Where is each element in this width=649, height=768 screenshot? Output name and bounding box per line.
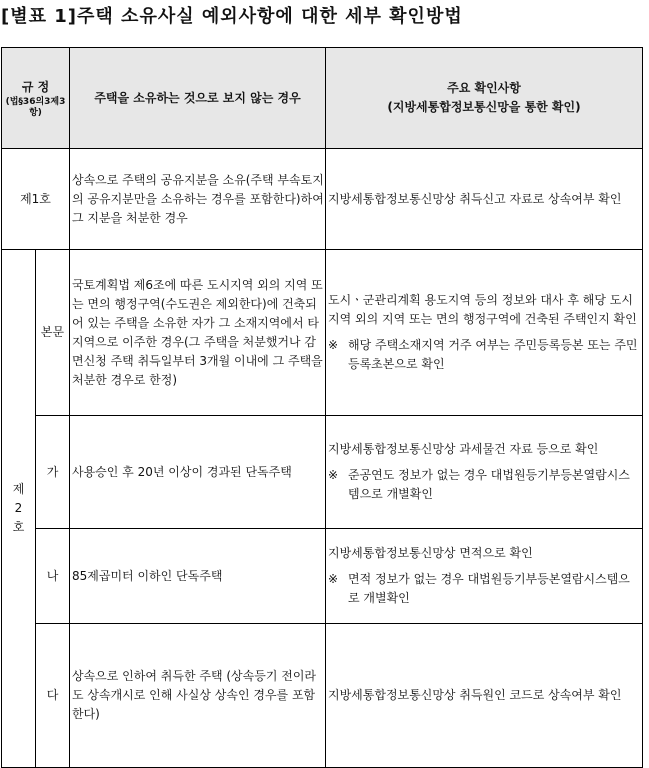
table-row-ho2-main <box>2 250 643 416</box>
note-ga <box>328 466 641 504</box>
case-ho1: 상속으로 주택의 공유지분을 소유(주택 부속토지의 공유지분만을 소유하는 경우를 포함한다)하여 그 지분을 처분한 경우 <box>70 149 326 250</box>
case-main: 국토계획법 제6조에 따른 도시지역 외의 지역 또는 면의 행정구역(수도권은 제외한다)에 건축되어 있는 주택을 소유한 자가 그 소재지역에서 타지역으로 이주한 경우(그 주택을 처분했거나 감면신청 주택 취득일부터 3개월 이내에 그 주택을 처분한 경우로 한정) <box>70 250 326 416</box>
check-ga-cell <box>326 416 643 529</box>
confirmation-table <box>1 47 643 768</box>
rule-ho2 <box>2 250 36 768</box>
header-check-line2: (지방세통합정보통신망을 통한 확인) <box>387 100 581 114</box>
check-ga: 지방세통합정보통신망상 과세물건 자료 등으로 확인 <box>328 442 599 456</box>
note-mark: ※ <box>328 468 339 482</box>
rule-ho2-label: 제 2 호 <box>12 482 25 534</box>
sub-main: 본문 <box>36 250 70 416</box>
case-ga: 사용승인 후 20년 이상이 경과된 단독주택 <box>70 416 326 529</box>
table-row-ho1 <box>2 149 643 250</box>
header-row <box>2 48 643 149</box>
table-row-ga <box>2 416 643 529</box>
note-mark: ※ <box>328 572 339 586</box>
case-da: 상속으로 인하여 취득한 주택 (상속등기 전이라도 상속개시로 인해 사실상 상속인 경우를 포함한다) <box>70 624 326 768</box>
check-na-cell <box>326 529 643 624</box>
check-da: 지방세통합정보통신망상 취득원인 코드로 상속여부 확인 <box>326 624 643 768</box>
note-na-text: 면적 정보가 없는 경우 대법원등기부등본열람시스템으로 개별확인 <box>348 572 630 605</box>
table-row-da <box>2 624 643 768</box>
header-rule-label: 규 정 <box>21 79 50 94</box>
header-case: 주택을 소유하는 것으로 보지 않는 경우 <box>70 48 326 149</box>
case-na: 85제곱미터 이하인 단독주택 <box>70 529 326 624</box>
header-check-cell <box>326 48 643 149</box>
check-ho1: 지방세통합정보통신망상 취득신고 자료로 상속여부 확인 <box>326 149 643 250</box>
header-rule-cell <box>2 48 70 149</box>
rule-ho1: 제1호 <box>2 149 70 250</box>
note-main-text: 해당 주택소재지역 거주 여부는 주민등록등본 또는 주민등록초본으로 확인 <box>348 338 638 371</box>
sub-ga: 가 <box>36 416 70 529</box>
note-mark: ※ <box>328 338 339 352</box>
document-title: [별표 1]주택 소유사실 예외사항에 대한 세부 확인방법 <box>1 6 463 27</box>
check-na: 지방세통합정보통신망상 면적으로 확인 <box>328 546 533 560</box>
note-ga-text: 준공연도 정보가 없는 경우 대법원등기부등본열람시스템으로 개별확인 <box>348 468 630 501</box>
note-main <box>328 336 641 374</box>
header-rule-sub: (법§36의3제3항) <box>5 96 66 118</box>
note-na <box>328 570 641 608</box>
sub-na: 나 <box>36 529 70 624</box>
check-main-cell <box>326 250 643 416</box>
sub-da: 다 <box>36 624 70 768</box>
header-check-line1: 주요 확인사항 <box>447 81 521 95</box>
check-main: 도시ㆍ군관리계획 용도지역 등의 정보와 대사 후 해당 도시지역 외의 지역 또는 면의 행정구역에 건축된 주택인지 확인 <box>328 293 637 326</box>
table-row-na <box>2 529 643 624</box>
